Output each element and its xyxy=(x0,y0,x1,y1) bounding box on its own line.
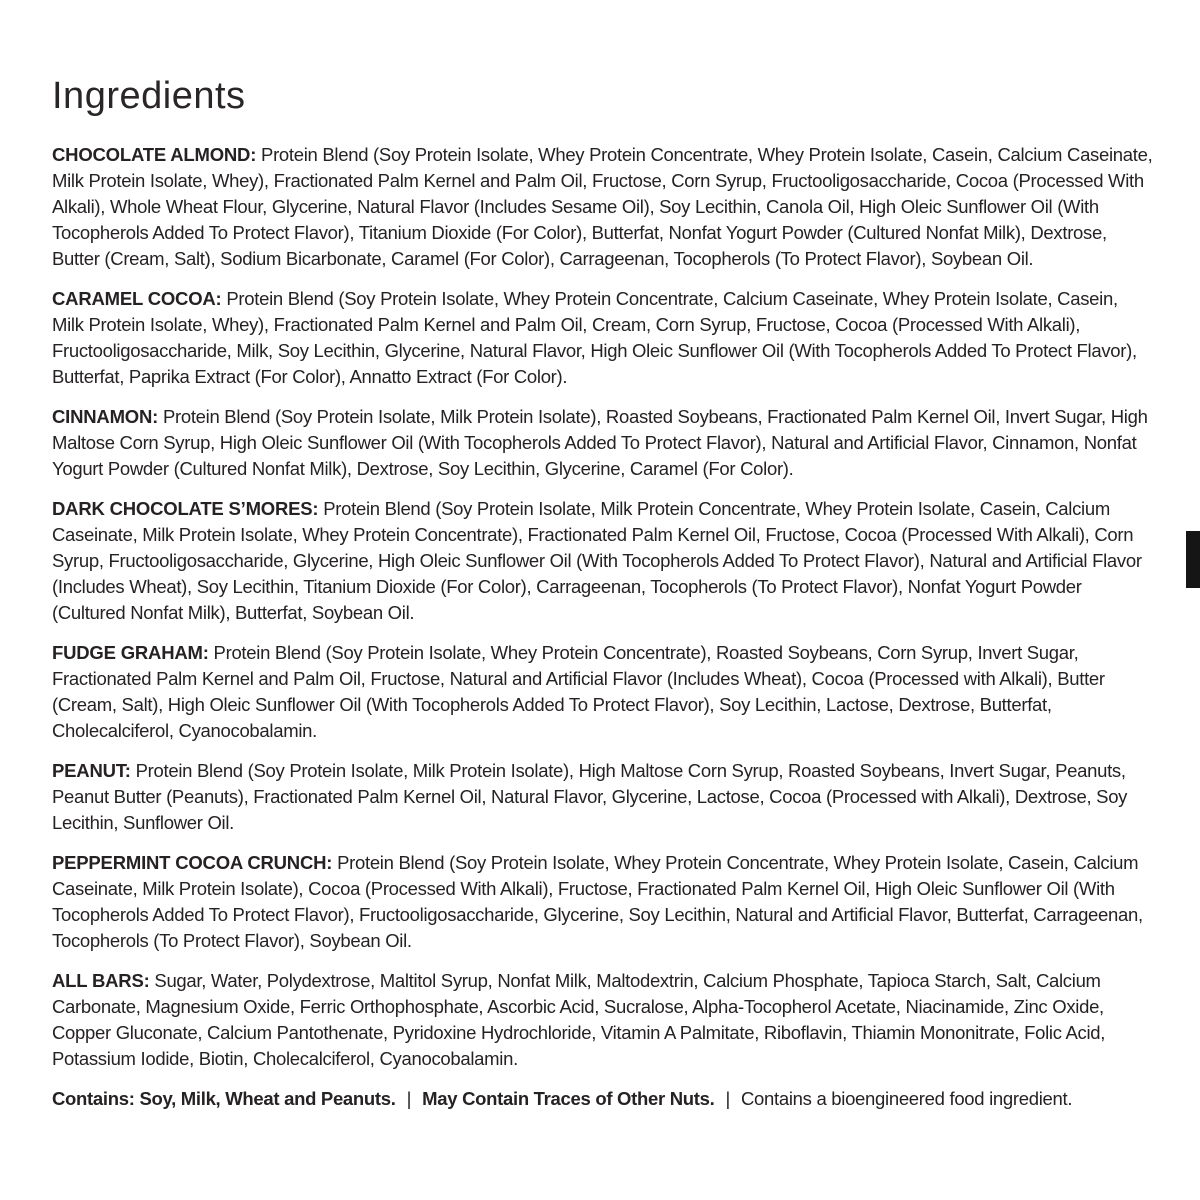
flavor-name: DARK CHOCOLATE S’MORES: xyxy=(52,497,319,519)
ingredient-section-dark-chocolate-smores xyxy=(52,496,1154,626)
bioengineered-statement: Contains a bioengineered food ingredient. xyxy=(740,1087,1073,1109)
label-content xyxy=(52,76,1154,1112)
ingredient-list: Sugar, Water, Polydextrose, Maltitol Syrup, Nonfat Milk, Maltodextrin, Calcium Phosphate, Tapioca Starch, Salt, Calcium Carbonate, Magnesium Oxide, Ferric Orthophosphate, Ascorbic Acid, Sucralose, Alpha-Tocopherol Acetate, Niacinamide, Zinc Oxide, Copper Gluconate, Calcium Pantothenate, Pyridoxine Hydrochloride, Vitamin A Palmitate, Riboflavin, Thiamin Mononitrate, Folic Acid, Potassium Iodide, Biotin, Cholecalciferol, Cyanocobalamin. xyxy=(52,969,1106,1069)
flavor-name: CINNAMON: xyxy=(52,405,159,427)
ingredient-section-all-bars xyxy=(52,968,1154,1072)
ingredient-section-caramel-cocoa xyxy=(52,286,1154,390)
flavor-name: FUDGE GRAHAM: xyxy=(52,641,209,663)
ingredient-list: Protein Blend (Soy Protein Isolate, Milk Protein Isolate), Roasted Soybeans, Fractionated Palm Kernel Oil, Invert Sugar, High Maltose Corn Syrup, High Oleic Sunflower Oil (With Tocopherols Added To Protect Flavor), Natural and Artificial Flavor, Cinnamon, Nonfat Yogurt Powder (Cultured Nonfat Milk), Dextrose, Soy Lecithin, Glycerine, Caramel (For Color). xyxy=(52,405,1148,479)
allergen-statement xyxy=(52,1086,1154,1112)
ingredient-list: Protein Blend (Soy Protein Isolate, Whey Protein Concentrate), Roasted Soybeans, Corn Syrup, Invert Sugar, Fractionated Palm Kernel and Palm Oil, Fructose, Natural and Artificial Flavor (Includes Wheat), Cocoa (Processed with Alkali), Butter (Cream, Salt), High Oleic Sunflower Oil (With Tocopherols Added To Protect Flavor), Soy Lecithin, Lactose, Dextrose, Butterfat, Cholecalciferol, Cyanocobalamin. xyxy=(52,641,1105,741)
flavor-name: ALL BARS: xyxy=(52,969,150,991)
ingredient-section-chocolate-almond xyxy=(52,142,1154,272)
separator-pipe: | xyxy=(725,1087,730,1109)
flavor-name: CARAMEL COCOA: xyxy=(52,287,222,309)
flavor-name: CHOCOLATE ALMOND: xyxy=(52,143,257,165)
ingredient-section-peppermint-cocoa-crunch xyxy=(52,850,1154,954)
edge-crop-mark xyxy=(1186,531,1200,588)
separator-pipe: | xyxy=(406,1087,412,1109)
contains-statement: Contains: Soy, Milk, Wheat and Peanuts. xyxy=(52,1087,396,1109)
ingredient-list: Protein Blend (Soy Protein Isolate, Whey Protein Concentrate, Calcium Caseinate, Whey Protein Isolate, Casein, Milk Protein Isolate, Whey), Fractionated Palm Kernel and Palm Oil, Cream, Corn Syrup, Fructose, Cocoa (Processed With Alkali), Fructooligosaccharide, Milk, Soy Lecithin, Glycerine, Natural Flavor, High Oleic Sunflower Oil (With Tocopherols Added To Protect Flavor), Butterfat, Paprika Extract (For Color), Annatto Extract (For Color). xyxy=(52,287,1137,387)
flavor-name: PEPPERMINT COCOA CRUNCH: xyxy=(52,851,333,873)
ingredient-list: Protein Blend (Soy Protein Isolate, Milk Protein Isolate), High Maltose Corn Syrup, Roasted Soybeans, Invert Sugar, Peanuts, Peanut Butter (Peanuts), Fractionated Palm Kernel Oil, Natural Flavor, Glycerine, Lactose, Cocoa (Processed with Alkali), Dextrose, Soy Lecithin, Sunflower Oil. xyxy=(52,759,1128,833)
ingredient-section-fudge-graham xyxy=(52,640,1154,744)
ingredient-section-cinnamon xyxy=(52,404,1154,482)
ingredient-list: Protein Blend (Soy Protein Isolate, Milk Protein Concentrate, Whey Protein Isolate, Casein, Calcium Caseinate, Milk Protein Isolate, Whey Protein Concentrate), Fractionated Palm Kernel Oil, Fructose, Cocoa (Processed With Alkali), Corn Syrup, Fructooligosaccharide, Glycerine, High Oleic Sunflower Oil (With Tocopherols Added To Protect Flavor), Natural and Artificial Flavor (Includes Wheat), Soy Lecithin, Titanium Dioxide (For Color), Carrageenan, Tocopherols (To Protect Flavor), Nonfat Yogurt Powder (Cultured Nonfat Milk), Butterfat, Soybean Oil. xyxy=(52,497,1142,623)
ingredient-list: Protein Blend (Soy Protein Isolate, Whey Protein Concentrate, Whey Protein Isolate, Casein, Calcium Caseinate, Milk Protein Isolate), Cocoa (Processed With Alkali), Fructose, Fractionated Palm Kernel Oil, High Oleic Sunflower Oil (With Tocopherols Added To Protect Flavor), Fructooligosaccharide, Glycerine, Soy Lecithin, Natural and Artificial Flavor, Butterfat, Carrageenan, Tocopherols (To Protect Flavor), Soybean Oil. xyxy=(52,851,1143,951)
may-contain-statement: May Contain Traces of Other Nuts. xyxy=(422,1087,715,1109)
ingredient-section-peanut xyxy=(52,758,1154,836)
page-title: Ingredients xyxy=(52,75,246,117)
flavor-name: PEANUT: xyxy=(52,759,131,781)
ingredient-list: Protein Blend (Soy Protein Isolate, Whey Protein Concentrate, Whey Protein Isolate, Casein, Calcium Caseinate, Milk Protein Isolate, Whey), Fractionated Palm Kernel and Palm Oil, Fructose, Corn Syrup, Fructooligosaccharide, Cocoa (Processed With Alkali), Whole Wheat Flour, Glycerine, Natural Flavor (Includes Sesame Oil), Soy Lecithin, Canola Oil, High Oleic Sunflower Oil (With Tocopherols Added To Protect Flavor), Titanium Dioxide (For Color), Butterfat, Nonfat Yogurt Powder (Cultured Nonfat Milk), Dextrose, Butter (Cream, Salt), Sodium Bicarbonate, Caramel (For Color), Carrageenan, Tocopherols (To Protect Flavor), Soybean Oil. xyxy=(52,143,1153,269)
